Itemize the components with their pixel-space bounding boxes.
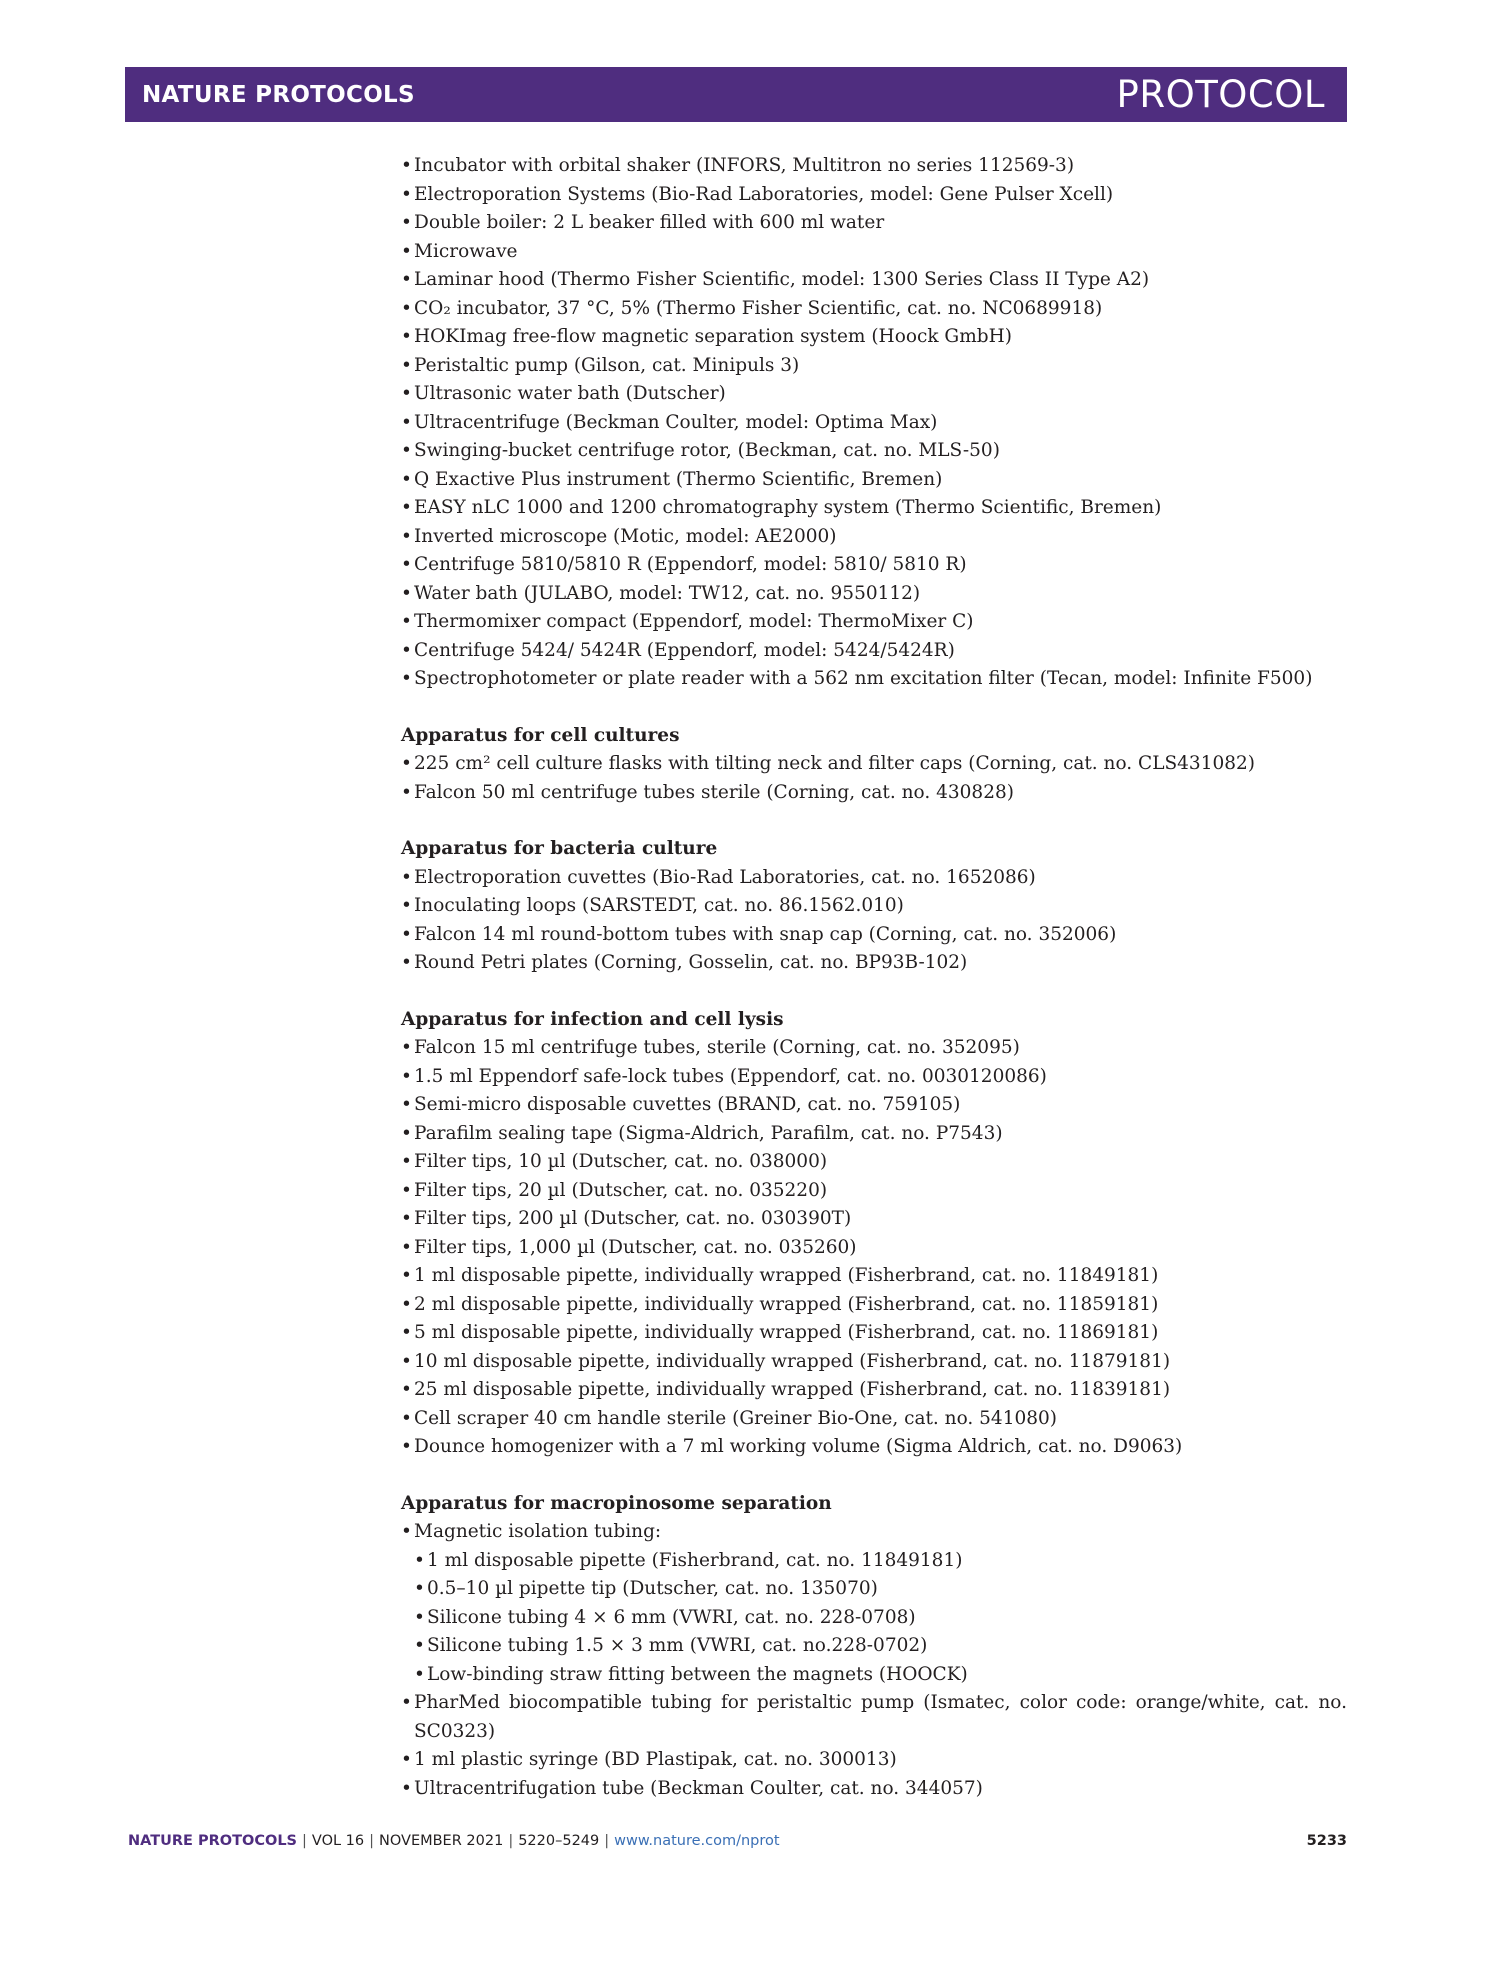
list-item: • Laminar hood (Thermo Fisher Scientific, model: 1300 Series Class II Type A2) (401, 269, 1150, 290)
header-bar (125, 67, 1347, 122)
sub-list-item: • Silicone tubing 4 × 6 mm (VWRI, cat. no. 228-0708) (414, 1606, 916, 1628)
footer (128, 1833, 1347, 1849)
section-title-infection-lysis: Apparatus for infection and cell lysis (401, 1008, 784, 1030)
list-item: • Cell scraper 40 cm handle sterile (Greiner Bio-One, cat. no. 541080) (401, 1407, 1057, 1429)
list-item: • 1.5 ml Eppendorf safe-lock tubes (Eppendorf, cat. no. 0030120086) (401, 1065, 1047, 1087)
list-item: • Magnetic isolation tubing: (401, 1521, 662, 1542)
list-item: • Falcon 14 ml round-bottom tubes with snap cap (Corning, cat. no. 352006) (401, 923, 1117, 945)
article-type: PROTOCOL (1116, 73, 1325, 116)
list-item: • Thermomixer compact (Eppendorf, model: ThermoMixer C) (401, 611, 974, 632)
list-item: • PharMed biocompatible tubing for peristaltic pump (Ismatec, color code: orange/white, cat. no. SC0323) (401, 1692, 1347, 1742)
journal-name: NATURE PROTOCOLS (142, 81, 415, 108)
list-item: • Electroporation cuvettes (Bio-Rad Laboratories, cat. no. 1652086) (401, 866, 1036, 888)
equipment-list (401, 152, 1347, 694)
list-item: • 2 ml disposable pipette, individually wrapped (Fisherbrand, cat. no. 11859181) (401, 1293, 1159, 1315)
list-item: • Ultrasonic water bath (Dutscher) (401, 383, 726, 404)
list-item: • 1 ml plastic syringe (BD Plastipak, cat. no. 300013) (401, 1749, 897, 1770)
sub-list-item: • 0.5–10 µl pipette tip (Dutscher, cat. no. 135070) (414, 1578, 878, 1599)
list-item: • Inverted microscope (Motic, model: AE2000) (401, 525, 837, 547)
footer-url-link[interactable]: www.nature.com/nprot (614, 1833, 780, 1849)
list-item: • Water bath (JULABO, model: TW12, cat. no. 9550112) (401, 582, 921, 604)
list-item: • Peristaltic pump (Gilson, cat. Minipuls 3) (401, 354, 800, 376)
list-item: • Q Exactive Plus instrument (Thermo Scientific, Bremen) (401, 468, 943, 490)
page-number: 5233 (1306, 1833, 1347, 1849)
list-item: • Spectrophotometer or plate reader with a 562 nm excitation filter (Tecan, model: Infinite F500) (401, 668, 1313, 689)
list-item: • Double boiler: 2 L beaker filled with 600 ml water (401, 212, 885, 233)
main-content (401, 152, 1347, 1803)
list-item: • 1 ml disposable pipette, individually wrapped (Fisherbrand, cat. no. 11849181) (401, 1265, 1159, 1286)
list-item: • Semi-micro disposable cuvettes (BRAND, cat. no. 759105) (401, 1094, 961, 1115)
list-item: • 25 ml disposable pipette, individually wrapped (Fisherbrand, cat. no. 11839181) (401, 1379, 1171, 1400)
footer-date: NOVEMBER 2021 (379, 1833, 504, 1849)
list-item: • Parafilm sealing tape (Sigma-Aldrich, Parafilm, cat. no. P7543) (401, 1122, 1003, 1144)
list-item: • 5 ml disposable pipette, individually wrapped (Fisherbrand, cat. no. 11869181) (401, 1322, 1159, 1343)
list-item: • Incubator with orbital shaker (INFORS, Multitron no series 112569-3) (401, 155, 1075, 176)
list-item: • CO₂ incubator, 37 °C, 5% (Thermo Fisher Scientific, cat. no. NC0689918) (401, 297, 1103, 319)
list-item: • Centrifuge 5424/ 5424R (Eppendorf, model: 5424/5424R) (401, 639, 955, 661)
footer-pages: 5220–5249 (518, 1833, 600, 1849)
sub-list-item: • Silicone tubing 1.5 × 3 mm (VWRI, cat. no.228-0702) (414, 1635, 928, 1656)
list-item: • Filter tips, 200 µl (Dutscher, cat. no. 030390T) (401, 1208, 852, 1229)
list-item: • Ultracentrifugation tube (Beckman Coulter, cat. no. 344057) (401, 1777, 983, 1799)
section-title-macropinosome: Apparatus for macropinosome separation (401, 1492, 832, 1514)
footer-volume: VOL 16 (311, 1833, 365, 1849)
list-item: • Filter tips, 1,000 µl (Dutscher, cat. no. 035260) (401, 1236, 857, 1258)
list-item: • 225 cm² cell culture flasks with tilting neck and filter caps (Corning, cat. no. CLS431082) (401, 753, 1256, 774)
list-item: • Falcon 50 ml centrifuge tubes sterile (Corning, cat. no. 430828) (401, 781, 1014, 803)
footer-citation: NATURE PROTOCOLS | VOL 16 | NOVEMBER 2021 | 5220–5249 | www.nature.com/nprot (128, 1833, 780, 1849)
sub-list-item: • Low-binding straw fitting between the magnets (HOOCK) (414, 1663, 968, 1685)
section-title-cell-cultures: Apparatus for cell cultures (401, 724, 680, 746)
list-item: • Dounce homogenizer with a 7 ml working volume (Sigma Aldrich, cat. no. D9063) (401, 1436, 1183, 1457)
list-item: • Electroporation Systems (Bio-Rad Laboratories, model: Gene Pulser Xcell) (401, 183, 1114, 205)
sub-list-item: • 1 ml disposable pipette (Fisherbrand, cat. no. 11849181) (414, 1549, 963, 1571)
list-item: • Microwave (401, 240, 518, 262)
list-item: • 10 ml disposable pipette, individually wrapped (Fisherbrand, cat. no. 11879181) (401, 1350, 1171, 1372)
list-item: • Ultracentrifuge (Beckman Coulter, model: Optima Max) (401, 411, 938, 433)
list-item: • Centrifuge 5810/5810 R (Eppendorf, model: 5810/ 5810 R) (401, 554, 967, 575)
list-item: • Swinging-bucket centrifuge rotor, (Beckman, cat. no. MLS-50) (401, 440, 1000, 461)
section-title-bacteria-culture: Apparatus for bacteria culture (401, 838, 718, 859)
footer-journal: NATURE PROTOCOLS (128, 1833, 298, 1849)
list-item: • EASY nLC 1000 and 1200 chromatography system (Thermo Scientific, Bremen) (401, 497, 1162, 518)
list-item: • HOKImag free-flow magnetic separation system (Hoock GmbH) (401, 326, 1012, 347)
list-item: • Filter tips, 20 µl (Dutscher, cat. no. 035220) (401, 1179, 828, 1201)
list-item: • Filter tips, 10 µl (Dutscher, cat. no. 038000) (401, 1151, 828, 1172)
list-item: • Round Petri plates (Corning, Gosselin, cat. no. BP93B-102) (401, 952, 968, 973)
list-item: • Inoculating loops (SARSTEDT, cat. no. 86.1562.010) (401, 895, 904, 916)
list-item: • Falcon 15 ml centrifuge tubes, sterile (Corning, cat. no. 352095) (401, 1037, 1020, 1058)
